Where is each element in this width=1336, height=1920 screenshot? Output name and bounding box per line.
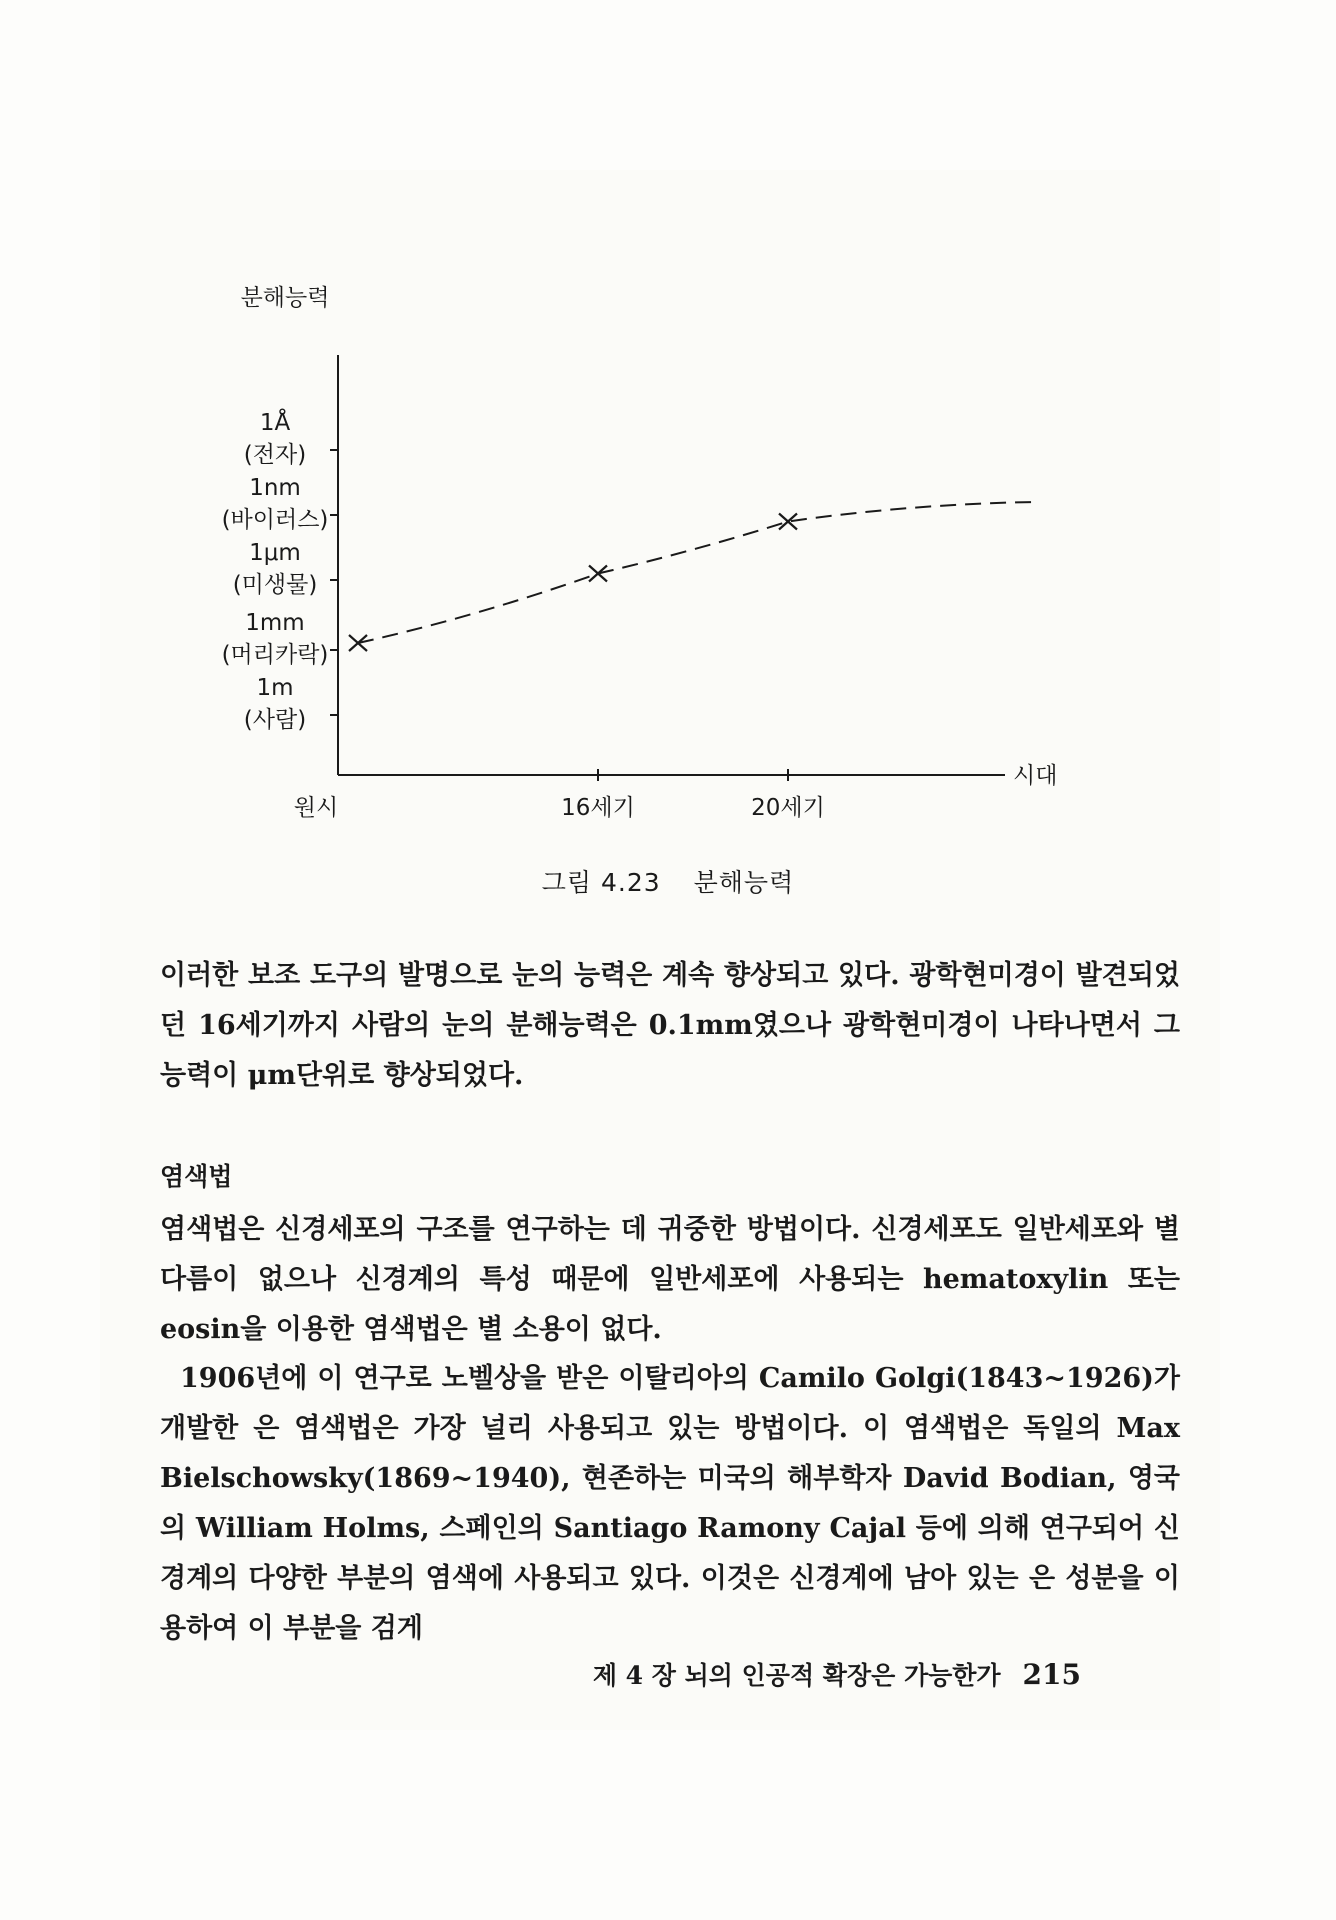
page-number: 215 — [1022, 1658, 1081, 1691]
chapter-title: 제 4 장 뇌의 인공적 확장은 가능한가 — [592, 1661, 1001, 1690]
chart-svg — [150, 265, 1110, 855]
figure-number: 그림 4.23 — [541, 868, 661, 897]
y-tick-description: (사람) — [243, 707, 307, 733]
y-tick-value: 1Å — [259, 410, 291, 436]
data-point-marker — [589, 566, 607, 582]
y-tick-description: (머리카락) — [221, 642, 329, 668]
running-footer — [593, 1656, 1081, 1692]
data-markers — [349, 514, 797, 652]
x-axis-title: 시대 — [1013, 763, 1058, 789]
paragraph-1: 이러한 보조 도구의 발명으로 눈의 능력은 계속 향상되고 있다. 광학현미경이 발견되었던 16세기까지 사람의 눈의 분해능력은 0.1mm였으나 광학현미경이 나타나면서 그 능력이 μm단위로 향상되었다. — [160, 960, 1180, 1091]
y-tick-description: (미생물) — [232, 572, 318, 598]
y-tick-description: (바이러스) — [221, 507, 329, 533]
x-tick-label: 원시 — [293, 795, 339, 821]
y-tick-value: 1m — [256, 675, 294, 701]
y-axis-title: 분해능력 — [240, 285, 330, 311]
paragraph-3: 1906년에 이 연구로 노벨상을 받은 이탈리아의 Camilo Golgi(1843~1926)가 개발한 은 염색법은 가장 널리 사용되고 있는 방법이다. 이 염색법은 독일의 Max Bielschowsky(1869~1940), 현존하는 미국의 해부학자 David Bodian, 영국의 William Holms, 스페인의 Santiago Ramony Cajal 등에 의해 연구되어 신경계의 다양한 부분의 염색에 사용되고 있다. 이것은 신경계에 남아 있는 은 성분을 이용하여 이 부분을 검게 — [160, 1363, 1180, 1644]
data-point-marker — [349, 635, 367, 651]
x-ticks — [294, 769, 825, 821]
y-tick-value: 1nm — [249, 475, 301, 501]
y-tick-value: 1mm — [245, 610, 305, 636]
figure-title: 분해능력 — [693, 868, 795, 897]
y-tick-description: (전자) — [243, 442, 307, 468]
paragraph-2: 염색법은 신경세포의 구조를 연구하는 데 귀중한 방법이다. 신경세포도 일반세포와 별 다름이 없으나 신경계의 특성 때문에 일반세포에 사용되는 hematoxylin 또는 eosin을 이용한 염색법은 별 소용이 없다. — [160, 1214, 1180, 1345]
x-tick-label: 16세기 — [561, 795, 635, 821]
trend-line — [358, 502, 1035, 643]
y-tick-value: 1μm — [249, 540, 301, 566]
figure-caption — [0, 863, 1336, 899]
y-ticks — [222, 408, 338, 733]
section-heading: 염색법 — [160, 1162, 233, 1191]
x-tick-label: 20세기 — [751, 795, 825, 821]
resolution-chart — [150, 265, 1110, 855]
